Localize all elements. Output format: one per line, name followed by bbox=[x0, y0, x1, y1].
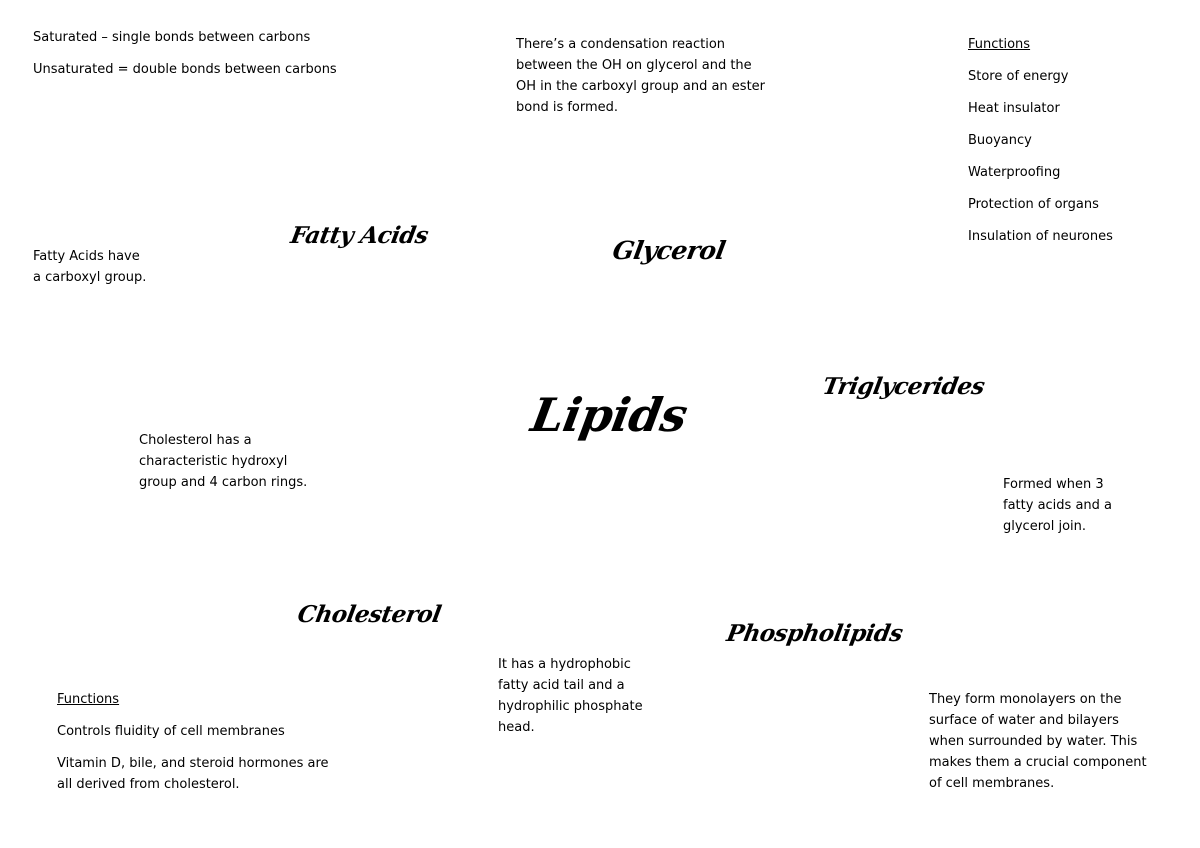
condensation-line: OH in the carboxyl group and an ester bbox=[516, 79, 766, 94]
condensation-line: between the OH on glycerol and the bbox=[516, 58, 752, 73]
function-item: Store of energy bbox=[968, 69, 1069, 84]
function-item: Insulation of neurones bbox=[968, 229, 1113, 244]
triglyceride-functions bbox=[968, 34, 1113, 247]
cholesterol-structure-line: characteristic hydroxyl bbox=[139, 454, 288, 469]
unsaturated-definition: Unsaturated = double bonds between carbons bbox=[33, 62, 337, 77]
function-item: Waterproofing bbox=[968, 165, 1061, 180]
cholesterol-structure-line: group and 4 carbon rings. bbox=[139, 475, 308, 490]
function-item: Protection of organs bbox=[968, 197, 1099, 212]
fatty-acids-note bbox=[33, 246, 146, 288]
condensation-line: There’s a condensation reaction bbox=[516, 37, 726, 52]
heading-phospholipids: Phospholipids bbox=[724, 620, 905, 647]
phospholipid-membranes-note bbox=[929, 689, 1147, 794]
triglyceride-formation-line: Formed when 3 bbox=[1003, 477, 1104, 492]
phospholipid-structure-line: head. bbox=[498, 720, 535, 735]
condensation-note bbox=[516, 34, 765, 118]
functions-title: Functions bbox=[968, 37, 1031, 52]
phospholipid-membranes-line: makes them a crucial component bbox=[929, 755, 1147, 770]
phospholipid-structure-line: It has a hydrophobic bbox=[498, 657, 631, 672]
phospholipid-membranes-line: of cell membranes. bbox=[929, 776, 1055, 791]
triglyceride-formation-line: fatty acids and a bbox=[1003, 498, 1113, 513]
phospholipid-structure-line: fatty acid tail and a bbox=[498, 678, 625, 693]
cholesterol-functions bbox=[57, 689, 329, 795]
function-item-continued: all derived from cholesterol. bbox=[57, 777, 240, 792]
phospholipid-structure-note bbox=[498, 654, 643, 738]
phospholipid-membranes-line: when surrounded by water. This bbox=[929, 734, 1138, 749]
triglyceride-formation-note bbox=[1003, 474, 1112, 537]
function-item: Controls fluidity of cell membranes bbox=[57, 724, 285, 739]
heading-triglycerides: Triglycerides bbox=[820, 373, 987, 400]
fatty-acids-line: Fatty Acids have bbox=[33, 249, 140, 264]
saturated-definition: Saturated – single bonds between carbons bbox=[33, 30, 311, 45]
triglyceride-formation-line: glycerol join. bbox=[1003, 519, 1087, 534]
phospholipid-membranes-line: surface of water and bilayers bbox=[929, 713, 1119, 728]
cholesterol-structure-note bbox=[139, 430, 307, 493]
functions-title: Functions bbox=[57, 692, 120, 707]
function-item: Buoyancy bbox=[968, 133, 1032, 148]
phospholipid-structure-line: hydrophilic phosphate bbox=[498, 699, 643, 714]
saturation-notes bbox=[33, 27, 337, 80]
condensation-line: bond is formed. bbox=[516, 100, 619, 115]
heading-glycerol: Glycerol bbox=[610, 236, 728, 265]
function-item: Vitamin D, bile, and steroid hormones are bbox=[57, 756, 329, 771]
cholesterol-structure-line: Cholesterol has a bbox=[139, 433, 252, 448]
central-title: Lipids bbox=[527, 388, 692, 442]
heading-cholesterol: Cholesterol bbox=[295, 601, 444, 628]
phospholipid-membranes-line: They form monolayers on the bbox=[929, 692, 1122, 707]
fatty-acids-line: a carboxyl group. bbox=[33, 270, 147, 285]
heading-fatty-acids: Fatty Acids bbox=[288, 222, 431, 249]
function-item: Heat insulator bbox=[968, 101, 1060, 116]
